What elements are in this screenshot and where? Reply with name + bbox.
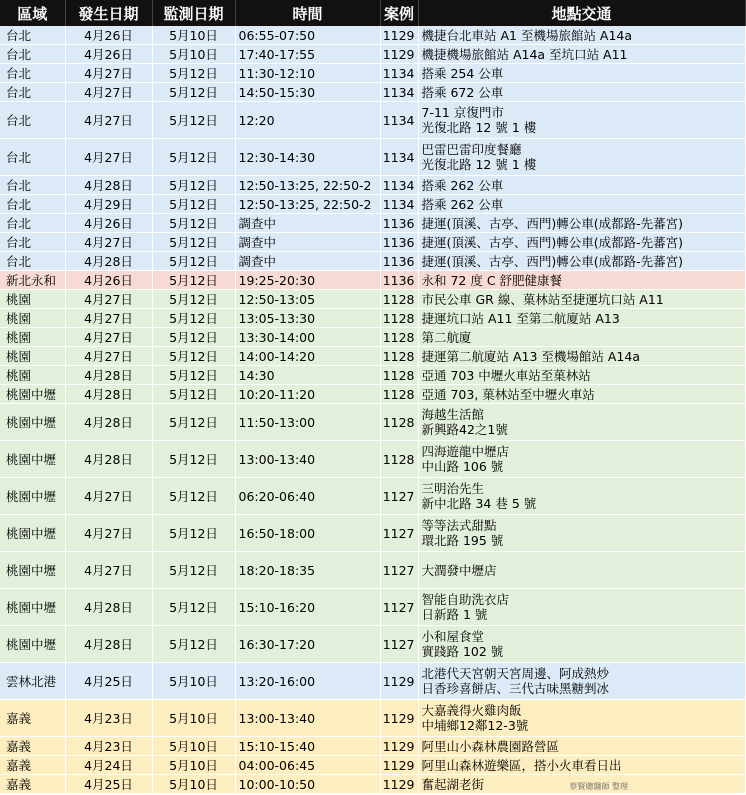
occur-date-cell: 4月23日 [65, 700, 152, 737]
location-cell [418, 552, 745, 589]
location-line: 四海遊龍中壢店 [421, 444, 510, 459]
case-cell: 1128 [380, 290, 418, 309]
table-row [0, 366, 745, 385]
area-cell: 台北 [0, 195, 65, 214]
area-cell: 台北 [0, 64, 65, 83]
location-cell [418, 139, 745, 176]
table-row [0, 102, 745, 139]
location-line: 機捷機場旅館站 A14a 至坑口站 A11 [421, 46, 628, 62]
case-cell: 1128 [380, 404, 418, 441]
area-cell: 雲林北港 [0, 663, 65, 700]
location-line: 永和 72 度 C 舒肥健康餐 [421, 272, 563, 288]
area-cell: 桃園中壢 [0, 626, 65, 663]
case-cell: 1127 [380, 515, 418, 552]
header-row [0, 0, 745, 26]
case-cell: 1129 [380, 737, 418, 756]
time-cell: 17:40-17:55 [235, 45, 380, 64]
time-cell: 調查中 [235, 214, 380, 233]
occur-date-cell: 4月24日 [65, 756, 152, 775]
time-cell: 14:50-15:30 [235, 83, 380, 102]
case-cell: 1128 [380, 441, 418, 478]
case-cell: 1134 [380, 83, 418, 102]
location-line: 捷運(頂溪、古亭、西門)轉公車(成都路-先蕃宮) [421, 234, 684, 250]
table-row [0, 309, 745, 328]
case-cell: 1129 [380, 663, 418, 700]
location-line: 小和屋食堂 [421, 629, 485, 644]
monitor-date-cell: 5月12日 [152, 441, 235, 478]
location-line: 日香珍喜餅店、三代古味黑糖剉冰 [421, 681, 610, 696]
occur-date-cell: 4月25日 [65, 775, 152, 794]
location-line: 阿里山森林遊樂區，搭小火車看日出 [421, 757, 622, 773]
location-line: 巴雷巴雷印度餐廳 [421, 142, 522, 157]
time-cell: 12:50-13:25, 22:50-2 [235, 195, 380, 214]
table-row [0, 139, 745, 176]
location-line: 搭乘 254 公車 [421, 65, 504, 81]
monitor-date-cell: 5月12日 [152, 139, 235, 176]
case-cell: 1136 [380, 233, 418, 252]
time-cell: 16:30-17:20 [235, 626, 380, 663]
case-cell: 1129 [380, 26, 418, 45]
area-cell: 台北 [0, 45, 65, 64]
area-cell: 台北 [0, 214, 65, 233]
occur-date-cell: 4月27日 [65, 478, 152, 515]
case-cell: 1128 [380, 328, 418, 347]
header-monitor-date: 監測日期 [152, 0, 235, 26]
time-cell: 調查中 [235, 252, 380, 271]
location-cell [418, 366, 745, 385]
area-cell: 嘉義 [0, 700, 65, 737]
area-cell: 新北永和 [0, 271, 65, 290]
occur-date-cell: 4月27日 [65, 290, 152, 309]
monitor-date-cell: 5月10日 [152, 756, 235, 775]
location-line: 海越生活館 [421, 407, 485, 422]
table-row [0, 347, 745, 366]
location-line: 大潤發中壢店 [421, 562, 497, 578]
time-cell: 10:00-10:50 [235, 775, 380, 794]
table-row [0, 195, 745, 214]
time-cell: 11:30-12:10 [235, 64, 380, 83]
area-cell: 台北 [0, 252, 65, 271]
case-cell: 1127 [380, 478, 418, 515]
area-cell: 台北 [0, 26, 65, 45]
location-line: 第二航廈 [421, 329, 472, 345]
time-cell: 14:00-14:20 [235, 347, 380, 366]
monitor-date-cell: 5月12日 [152, 552, 235, 589]
location-line: 中山路 106 號 [421, 459, 504, 474]
occur-date-cell: 4月28日 [65, 366, 152, 385]
monitor-date-cell: 5月10日 [152, 45, 235, 64]
table-row [0, 663, 745, 700]
location-line: 北港代天宮朝天宮周邊、阿成熱炒 [421, 666, 610, 681]
monitor-date-cell: 5月10日 [152, 700, 235, 737]
occur-date-cell: 4月23日 [65, 737, 152, 756]
monitor-date-cell: 5月12日 [152, 309, 235, 328]
location-cell [418, 328, 745, 347]
monitor-date-cell: 5月10日 [152, 737, 235, 756]
time-cell: 06:55-07:50 [235, 26, 380, 45]
time-cell: 13:30-14:00 [235, 328, 380, 347]
occur-date-cell: 4月27日 [65, 102, 152, 139]
location-cell [418, 756, 745, 775]
monitor-date-cell: 5月12日 [152, 478, 235, 515]
area-cell: 桃園 [0, 366, 65, 385]
time-cell: 13:20-16:00 [235, 663, 380, 700]
case-cell: 1127 [380, 552, 418, 589]
occur-date-cell: 4月28日 [65, 626, 152, 663]
monitor-date-cell: 5月12日 [152, 385, 235, 404]
area-cell: 嘉義 [0, 775, 65, 794]
time-cell: 04:00-06:45 [235, 756, 380, 775]
location-line: 光復北路 12 號 1 樓 [421, 157, 537, 172]
location-cell [418, 309, 745, 328]
occur-date-cell: 4月26日 [65, 26, 152, 45]
area-cell: 桃園中壢 [0, 589, 65, 626]
table-row [0, 626, 745, 663]
header-location: 地點交通 [418, 0, 745, 26]
location-line: 搭乘 672 公車 [421, 84, 504, 100]
location-line: 日新路 1 號 [421, 607, 488, 622]
time-cell: 13:00-13:40 [235, 441, 380, 478]
location-line: 市民公車 GR 線、菓林站至捷運坑口站 A11 [421, 291, 664, 307]
case-cell: 1134 [380, 195, 418, 214]
monitor-date-cell: 5月12日 [152, 233, 235, 252]
occur-date-cell: 4月28日 [65, 404, 152, 441]
area-cell: 台北 [0, 233, 65, 252]
location-line: 捷運坑口站 A11 至第二航廈站 A13 [421, 310, 620, 326]
location-line: 機捷台北車站 A1 至機場旅館站 A14a [421, 27, 633, 43]
area-cell: 桃園 [0, 347, 65, 366]
area-cell: 台北 [0, 176, 65, 195]
location-cell [418, 404, 745, 441]
location-line: 亞通 703 中壢火車站至菓林站 [421, 367, 591, 383]
location-line: 三明治先生 [421, 481, 485, 496]
table-row [0, 214, 745, 233]
table-row [0, 328, 745, 347]
location-cell [418, 385, 745, 404]
location-line: 搭乘 262 公車 [421, 196, 504, 212]
location-line: 中埔鄉12鄰12-3號 [421, 718, 529, 733]
table-row [0, 737, 745, 756]
location-cell [418, 102, 745, 139]
occur-date-cell: 4月25日 [65, 663, 152, 700]
time-cell: 06:20-06:40 [235, 478, 380, 515]
monitor-date-cell: 5月12日 [152, 328, 235, 347]
location-line: 新中北路 34 巷 5 號 [421, 496, 537, 511]
area-cell: 桃園中壢 [0, 478, 65, 515]
occur-date-cell: 4月27日 [65, 309, 152, 328]
occur-date-cell: 4月27日 [65, 328, 152, 347]
area-cell: 桃園 [0, 290, 65, 309]
area-cell: 桃園中壢 [0, 385, 65, 404]
table-row [0, 64, 745, 83]
case-cell: 1129 [380, 775, 418, 794]
occur-date-cell: 4月28日 [65, 441, 152, 478]
location-cell [418, 290, 745, 309]
location-cell [418, 700, 745, 737]
case-cell: 1129 [380, 756, 418, 775]
location-line: 新興路42之1號 [421, 422, 508, 437]
monitor-date-cell: 5月10日 [152, 775, 235, 794]
location-cell [418, 441, 745, 478]
monitor-date-cell: 5月12日 [152, 271, 235, 290]
table-row [0, 700, 745, 737]
time-cell: 調查中 [235, 233, 380, 252]
case-cell: 1128 [380, 347, 418, 366]
time-cell: 18:20-18:35 [235, 552, 380, 589]
location-line: 等等法式甜點 [421, 518, 497, 533]
location-cell [418, 589, 745, 626]
location-cell [418, 515, 745, 552]
occur-date-cell: 4月29日 [65, 195, 152, 214]
time-cell: 11:50-13:00 [235, 404, 380, 441]
monitor-date-cell: 5月12日 [152, 366, 235, 385]
location-line: 阿里山小森林農園路營區 [421, 738, 560, 754]
table-row [0, 441, 745, 478]
table-row [0, 404, 745, 441]
case-cell: 1128 [380, 366, 418, 385]
table-row [0, 45, 745, 64]
location-cell [418, 45, 745, 64]
location-line: 智能自助洗衣店 [421, 592, 510, 607]
monitor-date-cell: 5月12日 [152, 290, 235, 309]
location-cell [418, 83, 745, 102]
case-cell: 1127 [380, 626, 418, 663]
header-time: 時間 [235, 0, 380, 26]
table-row [0, 775, 745, 794]
monitor-date-cell: 5月12日 [152, 102, 235, 139]
time-cell: 12:50-13:05 [235, 290, 380, 309]
credit-text: 蔡賢聰醫師 整理 [569, 782, 628, 791]
area-cell: 桃園中壢 [0, 441, 65, 478]
monitor-date-cell: 5月12日 [152, 83, 235, 102]
table-row [0, 26, 745, 45]
location-cell [418, 252, 745, 271]
location-line: 光復北路 12 號 1 樓 [421, 120, 537, 135]
header-area: 區域 [0, 0, 65, 26]
location-cell [418, 478, 745, 515]
occur-date-cell: 4月28日 [65, 385, 152, 404]
occur-date-cell: 4月27日 [65, 552, 152, 589]
occur-date-cell: 4月26日 [65, 271, 152, 290]
area-cell: 嘉義 [0, 756, 65, 775]
occur-date-cell: 4月28日 [65, 589, 152, 626]
time-cell: 12:30-14:30 [235, 139, 380, 176]
location-cell [418, 176, 745, 195]
time-cell: 15:10-16:20 [235, 589, 380, 626]
header-occur-date: 發生日期 [65, 0, 152, 26]
table-row [0, 552, 745, 589]
location-line: 環北路 195 號 [421, 533, 504, 548]
location-cell [418, 663, 745, 700]
area-cell: 桃園 [0, 309, 65, 328]
table-row [0, 271, 745, 290]
monitor-date-cell: 5月10日 [152, 663, 235, 700]
area-cell: 桃園中壢 [0, 552, 65, 589]
table-row [0, 385, 745, 404]
time-cell: 12:20 [235, 102, 380, 139]
monitor-date-cell: 5月12日 [152, 626, 235, 663]
case-cell: 1134 [380, 139, 418, 176]
table-row [0, 589, 745, 626]
location-cell [418, 233, 745, 252]
case-cell: 1134 [380, 64, 418, 83]
location-cell [418, 26, 745, 45]
location-line: 亞通 703, 菓林站至中壢火車站 [421, 386, 595, 402]
occur-date-cell: 4月27日 [65, 64, 152, 83]
table-body [0, 26, 745, 794]
occur-date-cell: 4月28日 [65, 176, 152, 195]
location-cell [418, 347, 745, 366]
monitor-date-cell: 5月12日 [152, 64, 235, 83]
occur-date-cell: 4月27日 [65, 233, 152, 252]
time-cell: 15:10-15:40 [235, 737, 380, 756]
time-cell: 19:25-20:30 [235, 271, 380, 290]
occur-date-cell: 4月27日 [65, 515, 152, 552]
occur-date-cell: 4月26日 [65, 214, 152, 233]
case-cell: 1129 [380, 45, 418, 64]
location-cell [418, 271, 745, 290]
time-cell: 14:30 [235, 366, 380, 385]
case-cell: 1134 [380, 176, 418, 195]
case-cell: 1127 [380, 589, 418, 626]
location-cell [418, 737, 745, 756]
location-line: 捷運(頂溪、古亭、西門)轉公車(成都路-先蕃宮) [421, 253, 684, 269]
monitor-date-cell: 5月12日 [152, 214, 235, 233]
monitor-date-cell: 5月12日 [152, 347, 235, 366]
monitor-date-cell: 5月12日 [152, 404, 235, 441]
monitor-date-cell: 5月12日 [152, 195, 235, 214]
location-line: 搭乘 262 公車 [421, 177, 504, 193]
location-cell [418, 195, 745, 214]
table-row [0, 83, 745, 102]
area-cell: 嘉義 [0, 737, 65, 756]
time-cell: 10:20-11:20 [235, 385, 380, 404]
location-line: 大嘉義得火雞肉飯 [421, 703, 522, 718]
case-cell: 1136 [380, 271, 418, 290]
occur-date-cell: 4月27日 [65, 347, 152, 366]
case-cell: 1128 [380, 309, 418, 328]
monitor-date-cell: 5月12日 [152, 176, 235, 195]
area-cell: 台北 [0, 102, 65, 139]
table-row [0, 233, 745, 252]
occur-date-cell: 4月27日 [65, 83, 152, 102]
header-case: 案例 [380, 0, 418, 26]
table-row [0, 290, 745, 309]
case-cell: 1129 [380, 700, 418, 737]
time-cell: 16:50-18:00 [235, 515, 380, 552]
occur-date-cell: 4月26日 [65, 45, 152, 64]
case-cell: 1134 [380, 102, 418, 139]
table-row [0, 176, 745, 195]
area-cell: 桃園 [0, 328, 65, 347]
time-cell: 13:00-13:40 [235, 700, 380, 737]
table-row [0, 252, 745, 271]
monitor-date-cell: 5月12日 [152, 252, 235, 271]
location-line: 捷運(頂溪、古亭、西門)轉公車(成都路-先蕃宮) [421, 215, 684, 231]
case-cell: 1136 [380, 252, 418, 271]
area-cell: 桃園中壢 [0, 404, 65, 441]
location-line: 奮起湖老街 [421, 776, 485, 792]
location-line: 7-11 京復門市 [421, 105, 504, 120]
monitor-date-cell: 5月12日 [152, 589, 235, 626]
table-row [0, 478, 745, 515]
location-cell [418, 626, 745, 663]
occur-date-cell: 4月28日 [65, 252, 152, 271]
monitor-date-cell: 5月10日 [152, 26, 235, 45]
case-cell: 1136 [380, 214, 418, 233]
time-cell: 13:05-13:30 [235, 309, 380, 328]
location-cell [418, 214, 745, 233]
location-line: 實踐路 102 號 [421, 644, 504, 659]
area-cell: 台北 [0, 83, 65, 102]
location-cell [418, 64, 745, 83]
table-row [0, 756, 745, 775]
monitor-date-cell: 5月12日 [152, 515, 235, 552]
occur-date-cell: 4月27日 [65, 139, 152, 176]
area-cell: 桃園中壢 [0, 515, 65, 552]
time-cell: 12:50-13:25, 22:50-2 [235, 176, 380, 195]
location-line: 捷運第二航廈站 A13 至機場館站 A14a [421, 348, 640, 364]
table-row [0, 515, 745, 552]
case-cell: 1128 [380, 385, 418, 404]
area-cell: 台北 [0, 139, 65, 176]
